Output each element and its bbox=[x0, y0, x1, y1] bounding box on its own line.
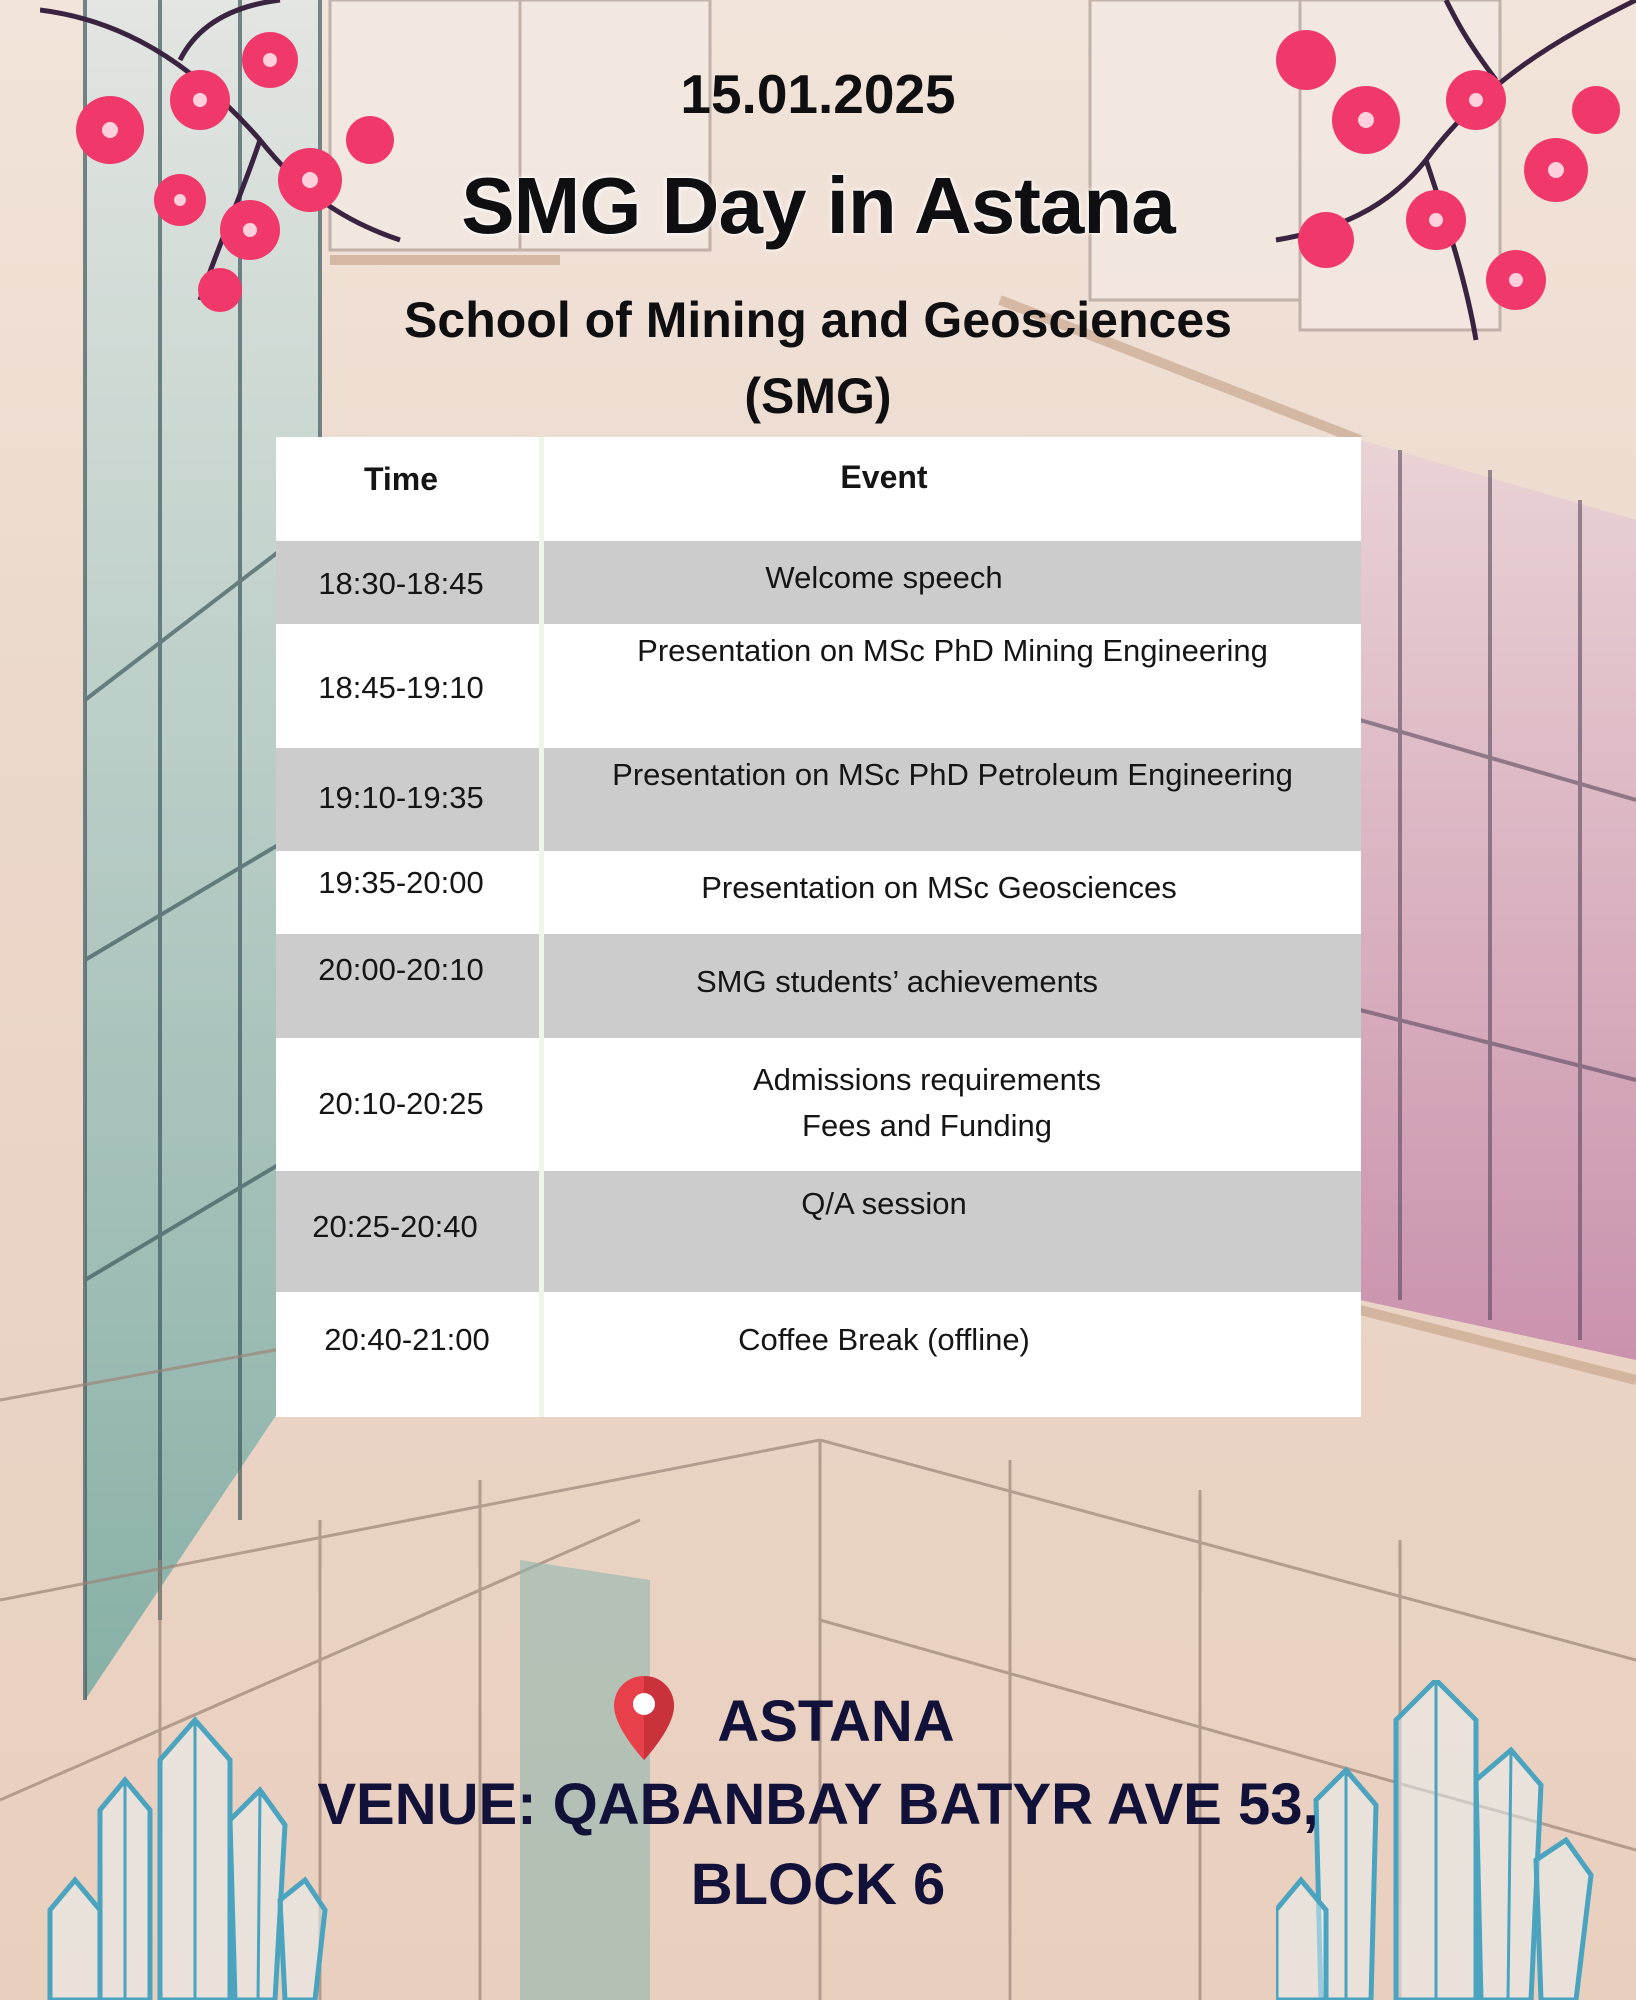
event-column-header: Event bbox=[840, 459, 928, 495]
row-time: 20:25-20:40 bbox=[312, 1209, 478, 1244]
subtitle-line-2: (SMG) bbox=[744, 368, 892, 424]
table-row bbox=[276, 541, 1361, 624]
row-event: Coffee Break (offline) bbox=[738, 1322, 1030, 1357]
row-event-line-1: Admissions requirements bbox=[752, 1062, 1102, 1097]
event-title: SMG Day in Astana bbox=[461, 161, 1175, 250]
row-time: 20:00-20:10 bbox=[318, 952, 484, 987]
venue-address bbox=[0, 1765, 1636, 1925]
row-event: Presentation on MSc Geosciences bbox=[701, 870, 1177, 905]
venue-line-1: VENUE: QABANBAY BATYR AVE 53, bbox=[317, 1772, 1319, 1837]
table-row bbox=[276, 748, 1361, 851]
table-row bbox=[276, 851, 1361, 934]
row-event: Presentation on MSc PhD Petroleum Engineering bbox=[612, 757, 1293, 792]
table-header-row bbox=[276, 437, 1361, 541]
table-row bbox=[276, 1038, 1361, 1171]
row-event: SMG students’ achievements bbox=[695, 964, 1099, 999]
row-time: 18:45-19:10 bbox=[318, 670, 484, 705]
row-time: 19:10-19:35 bbox=[318, 780, 484, 815]
row-event-line-2: Fees and Funding bbox=[802, 1108, 1052, 1143]
column-divider bbox=[539, 437, 544, 1417]
city-name: ASTANA bbox=[717, 1689, 955, 1754]
row-event: Q/A session bbox=[801, 1186, 967, 1221]
event-subtitle bbox=[0, 282, 1636, 434]
table-row bbox=[276, 1171, 1361, 1292]
row-time: 18:30-18:45 bbox=[318, 566, 484, 601]
schedule-table bbox=[276, 437, 1361, 1417]
subtitle-line-1: School of Mining and Geosciences bbox=[404, 292, 1232, 348]
row-time: 19:35-20:00 bbox=[318, 865, 484, 900]
table-row bbox=[276, 624, 1361, 748]
time-column-header: Time bbox=[363, 461, 439, 497]
venue-line-2: BLOCK 6 bbox=[690, 1852, 946, 1917]
table-row bbox=[276, 1292, 1361, 1417]
table-row bbox=[276, 934, 1361, 1038]
row-event: Presentation on MSc PhD Mining Engineering bbox=[637, 633, 1268, 668]
row-time: 20:10-20:25 bbox=[318, 1086, 484, 1121]
row-event: Welcome speech bbox=[765, 560, 1003, 595]
row-time: 20:40-21:00 bbox=[324, 1322, 490, 1357]
event-date: 15.01.2025 bbox=[680, 63, 956, 125]
